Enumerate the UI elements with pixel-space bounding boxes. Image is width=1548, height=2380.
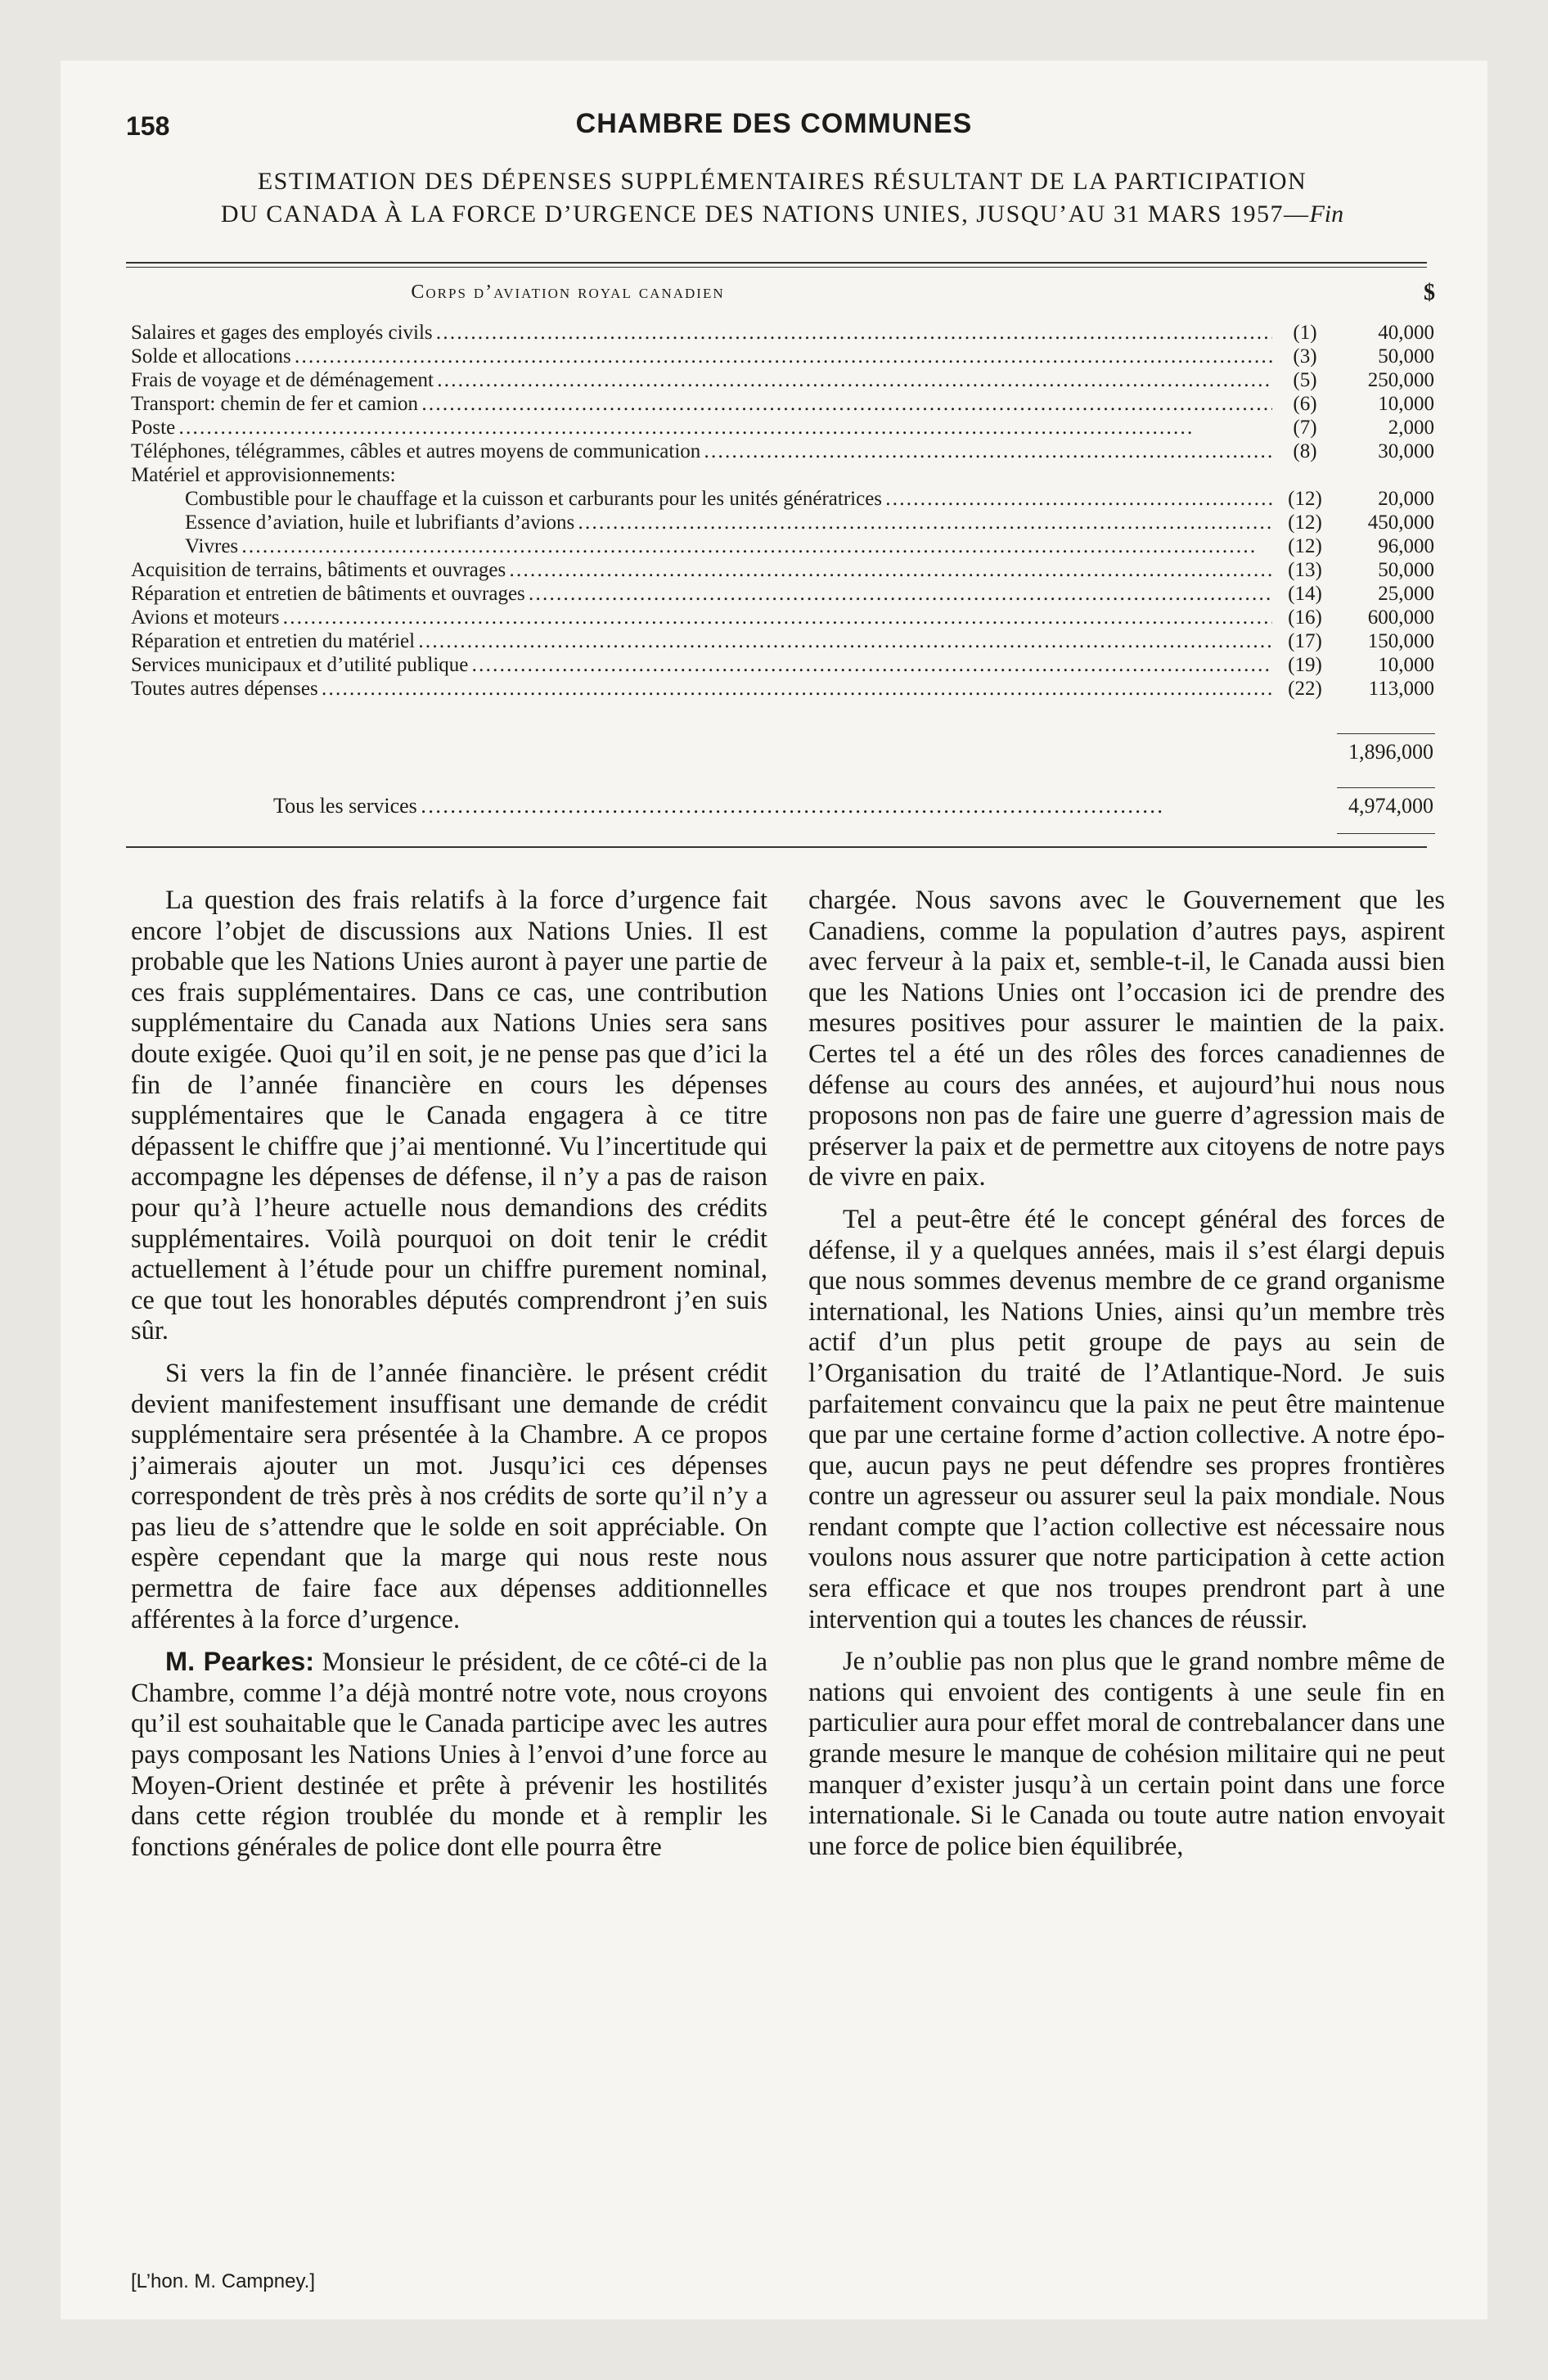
table-row (131, 439, 1437, 463)
table-row (131, 606, 1437, 629)
row-ref: (7) (1276, 416, 1334, 439)
row-ref: (22) (1276, 677, 1334, 701)
table-heading-line-2 (139, 198, 1425, 231)
table-row (131, 582, 1437, 606)
paragraph: Tel a peut-être été le concept général des forces de défense, il y a quelques années, mais il s’est élargi depuis que nous sommes devenus membre de ce grand organisme international, les Nations Unies, ainsi qu’un membre très actif d’un plus petit groupe de pays au sein de l’Organisation du traité de l’Atlantique-Nord. Je suis parfaitement convaincu que la paix ne peut être maintenue que par une certaine forme d’action collective. A notre époque, aucun pays ne peut défendre ses propres frontières contre un agresseur ou assurer seul la paix mondiale. Nous rendant compte que l’action collective est nécessaire nous voulons nous assurer que notre participation à cette action sera efficace et que nos troupes prendront part à une intervention qui a toutes les chances de réussir. (808, 1204, 1445, 1634)
table-heading-suffix: Fin (1309, 201, 1344, 228)
paragraph: Si vers la fin de l’année financière. le présent crédit devient manifestement insuffisant une demande de crédit supplémentaire sera présentée à la Chambre. A ce propos j’aimerais ajouter un mot. Jusqu’ici ces dépenses correspondent de très près à nos crédits de sorte qu’il n’y a pas lieu de s’attendre que le solde en soit appréciable. On espère cependant que la marge qui nous reste nous permettra de faire face aux dépenses additionnelles afférentes à la force d’urgence. (131, 1358, 767, 1634)
all-services-total: 4,974,000 (1340, 794, 1433, 818)
table-row (131, 487, 1437, 511)
row-ref: (8) (1276, 439, 1334, 463)
section-title: Corps d’aviation royal canadien (411, 282, 725, 303)
row-ref: (12) (1276, 534, 1334, 558)
row-ref: (14) (1276, 582, 1334, 606)
row-label: Vivres . . . (185, 534, 1272, 558)
row-amount: 96,000 (1342, 534, 1434, 558)
row-label: Téléphones, télégrammes, câbles et autres moyens de communication . . . (131, 439, 1272, 463)
table-row (131, 558, 1437, 582)
table-row (131, 321, 1437, 345)
row-ref: (13) (1276, 558, 1334, 582)
table-row (131, 368, 1437, 392)
row-ref: (6) (1276, 392, 1334, 416)
row-ref: (12) (1276, 487, 1334, 511)
row-amount: 40,000 (1342, 321, 1434, 345)
total-rule (1337, 833, 1435, 834)
table-row (131, 511, 1437, 534)
table-heading-line-2-text: DU CANADA À LA FORCE D’URGENCE DES NATIONS UNIES, JUSQU’AU 31 MARS 1957— (220, 201, 1310, 228)
table-row (131, 392, 1437, 416)
row-label: Frais de voyage et de déménagement . . . (131, 368, 1272, 392)
table-row (131, 653, 1437, 677)
speaker-text: Monsieur le président, de ce côté-ci de la Chambre, comme l’a déjà montré notre vote, nous croyons qu’il est souhaitable que le Canada participe avec les autres pays composant les Nations Unies à l’envoi d’une force au Moyen-Orient destinée et prête à prévenir les hostilités dans cette région troublée du monde et à remplir les fonctions générales de police dont elle pourra être (131, 1648, 768, 1862)
speaker-paragraph (131, 1647, 767, 1863)
row-amount: 50,000 (1342, 345, 1434, 368)
row-amount: 450,000 (1342, 511, 1434, 534)
row-label: Matériel et approvisionnements: (131, 464, 396, 486)
table-heading-line-1: ESTIMATION DES DÉPENSES SUPPLÉMENTAIRES RÉSULTANT DE LA PARTICIPATION (257, 168, 1307, 195)
row-amount: 25,000 (1342, 582, 1434, 606)
speaker-name: M. Pearkes: (165, 1647, 315, 1677)
row-label: Transport: chemin de fer et camion . . . (131, 392, 1272, 416)
paragraph: Je n’oublie pas non plus que le grand nombre même de nations qui envoient des contigents à une seule fin en particulier aura pour effet moral de contrebalancer dans une grande mesure le manque de cohésion militaire qui ne peut manquer d’exister jusqu’à un certain point dans une force internationale. Si le Canada ou toute autre nation envoyait une force de police bien équilibrée, (808, 1647, 1445, 1861)
row-amount: 10,000 (1342, 653, 1434, 677)
row-amount: 20,000 (1342, 487, 1434, 511)
divider-table-bottom (126, 846, 1427, 848)
table-row (131, 416, 1437, 439)
table-row (131, 463, 1437, 487)
row-label: Avions et moteurs . . . (131, 606, 1272, 629)
table-row (131, 629, 1437, 653)
table-row (131, 534, 1437, 558)
divider-top (126, 262, 1427, 264)
all-services-label: Tous les services . . . (273, 794, 1161, 818)
row-ref: (12) (1276, 511, 1334, 534)
row-ref: (1) (1276, 321, 1334, 345)
row-amount: 30,000 (1342, 439, 1434, 463)
subtotal-bottom-rule (1337, 787, 1435, 788)
row-amount: 2,000 (1342, 416, 1434, 439)
row-amount: 10,000 (1342, 392, 1434, 416)
paragraph: La question des frais relatifs à la force d’urgence fait encore l’objet de discussions aux Nations Unies. Il est probable que les Nations Unies auront à payer une partie de ces frais supplémentaires. Dans ce cas, une contribution supplémentaire du Canada aux Nations Unies sera sans doute exigée. Quoi qu’il en soit, je ne pense pas que d’ici la fin de l’année financière en cours les dépenses supplémentaires que le Canada engagera à ce titre dépassent le chiffre que j’ai mentionné. Vu l’incertitude qui accompagne les dépenses de défense, il n’y a pas de raison pour qu’à l’heure actuelle nous demandions des crédits supplémentaires. Voilà pourquoi on doit tenir le crédit actuellement à l’étude pour un chiffre purement nominal, ce que tout les honorables députés comprendront j’en suis sûr. (131, 886, 767, 1346)
page-header-title: CHAMBRE DES COMMUNES (575, 108, 973, 139)
row-ref: (16) (1276, 606, 1334, 629)
row-label: Essence d’aviation, huile et lubrifiants d’avions . . . (185, 511, 1272, 534)
row-label: Combustible pour le chauffage et la cuisson et carburants pour les unités génératrices . . . (185, 487, 1272, 511)
row-amount: 50,000 (1342, 558, 1434, 582)
row-amount: 600,000 (1342, 606, 1434, 629)
row-label: Réparation et entretien de bâtiments et ouvrages . . . (131, 582, 1272, 606)
row-label: Poste . . . (131, 416, 1272, 439)
row-amount: 250,000 (1342, 368, 1434, 392)
row-ref: (17) (1276, 629, 1334, 653)
row-label: Acquisition de terrains, bâtiments et ouvrages . . . (131, 558, 1272, 582)
row-ref: (19) (1276, 653, 1334, 677)
row-amount: 113,000 (1342, 677, 1434, 701)
table-row (131, 677, 1437, 701)
right-column (808, 886, 1445, 1873)
document-page (61, 61, 1487, 2319)
table-row (131, 345, 1437, 368)
left-column (131, 886, 767, 1874)
row-ref: (5) (1276, 368, 1334, 392)
subtotal-rule (1337, 733, 1435, 734)
row-label: Toutes autres dépenses . . . (131, 677, 1272, 701)
subtotal-amount: 1,896,000 (1348, 740, 1433, 764)
row-label: Salaires et gages des employés civils . . . (131, 321, 1272, 345)
expense-table (131, 321, 1437, 701)
page-number: 158 (126, 111, 170, 141)
row-ref: (3) (1276, 345, 1334, 368)
row-label: Réparation et entretien du matériel . . . (131, 629, 1272, 653)
currency-symbol: $ (1424, 280, 1435, 305)
row-label: Solde et allocations . . . (131, 345, 1272, 368)
divider-top-thin (126, 267, 1427, 268)
all-services-row (273, 794, 1433, 818)
row-label: Services municipaux et d’utilité publique . . . (131, 653, 1272, 677)
row-amount: 150,000 (1342, 629, 1434, 653)
speaker-footnote: [L’hon. M. Campney.] (131, 2270, 315, 2292)
paragraph: chargée. Nous savons avec le Gouvernement que les Canadiens, comme la population d’autres pays, aspirent avec ferveur à la paix et, semble-t-il, le Canada aussi bien que les Nations Unies ont l’occasion ici de prendre des mesures positives pour assurer le maintien de la paix. Certes tel a été un des rôles des forces canadiennes de défense au cours des années, et aujourd’hui nous nous proposons non pas de faire une guerre d’agression mais de préserver la paix et de permettre aux citoyens de notre pays de vivre en paix. (808, 886, 1445, 1192)
